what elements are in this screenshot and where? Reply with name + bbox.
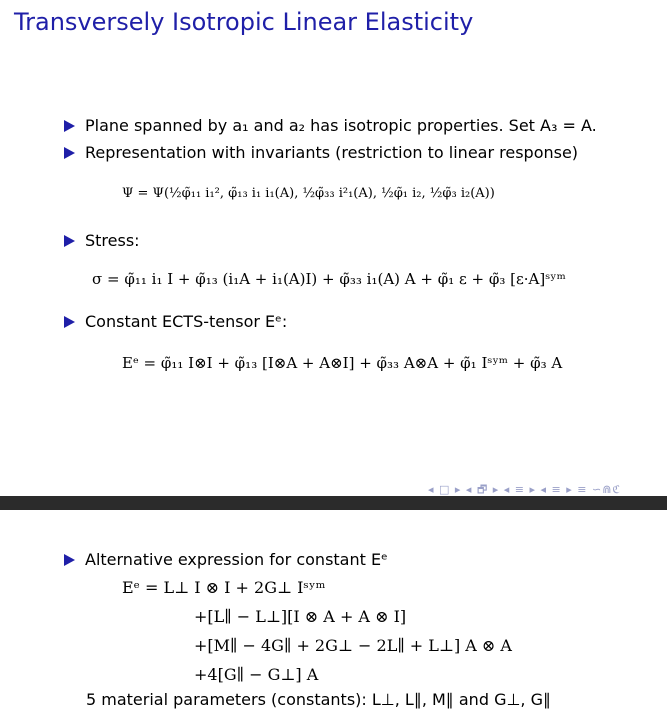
bullet-text: Alternative expression for constant Eᵉ	[85, 550, 388, 569]
bullet-triangle-icon	[64, 147, 75, 159]
material-parameters-line: 5 material parameters (constants): L⊥, L∥, M∥ and G⊥, G∥	[86, 690, 551, 709]
slide-title: Transversely Isotropic Linear Elasticity	[14, 8, 474, 36]
equation-row-4: +4[G∥ − G⊥] A	[194, 665, 319, 684]
equation-row-2: +[L∥ − L⊥][I ⊗ A + A ⊗ I]	[194, 607, 407, 626]
bullet-text: Representation with invariants (restriction to linear response)	[85, 143, 579, 162]
bullet-isotropic-plane	[64, 116, 597, 135]
equation-sigma: σ = φ̃₁₁ i₁ I + φ̃₁₃ (i₁A + i₁(A)I) + φ̃₃₃ i₁(A) A + φ̃₁ ε + φ̃₃ [ε·A]ˢʸᵐ	[92, 270, 566, 288]
bullet-text: Constant ECTS-tensor Eᵉ:	[85, 312, 288, 331]
bullet-stress	[64, 231, 140, 250]
bullet-alternative-expression	[64, 550, 388, 569]
bullet-text: Plane spanned by a₁ and a₂ has isotropic properties. Set A₃ = A.	[85, 116, 597, 135]
equation-row-3: +[M∥ − 4G∥ + 2G⊥ − 2L∥ + L⊥] A ⊗ A	[194, 636, 512, 655]
bullet-triangle-icon	[64, 235, 75, 247]
slide-bottom	[0, 510, 667, 716]
bullet-triangle-icon	[64, 554, 75, 566]
beamer-navigation-bar[interactable]: ◂ □ ▸ ◂ 🗗 ▸ ◂ ≡ ▸ ◂ ≡ ▸ ≡ ∽⋒ℭ	[428, 483, 622, 496]
equation-row-1: Eᵉ = L⊥ I ⊗ I + 2G⊥ Iˢʸᵐ	[122, 578, 326, 597]
bullet-text: Stress:	[85, 231, 140, 250]
bullet-ects-tensor	[64, 312, 287, 331]
bullet-triangle-icon	[64, 120, 75, 132]
equation-psi: Ψ = Ψ(½φ̃₁₁ i₁², φ̃₁₃ i₁ i₁(A), ½φ̃₃₃ i²₁(A), ½φ̃₁ i₂, ½φ̃₃ i₂(A))	[122, 186, 495, 201]
equation-E: Eᵉ = φ̃₁₁ I⊗I + φ̃₁₃ [I⊗A + A⊗I] + φ̃₃₃ A⊗A + φ̃₁ Iˢʸᵐ + φ̃₃ A	[122, 354, 563, 372]
bullet-invariants	[64, 143, 578, 162]
slide-separator	[0, 496, 667, 510]
bullet-triangle-icon	[64, 316, 75, 328]
